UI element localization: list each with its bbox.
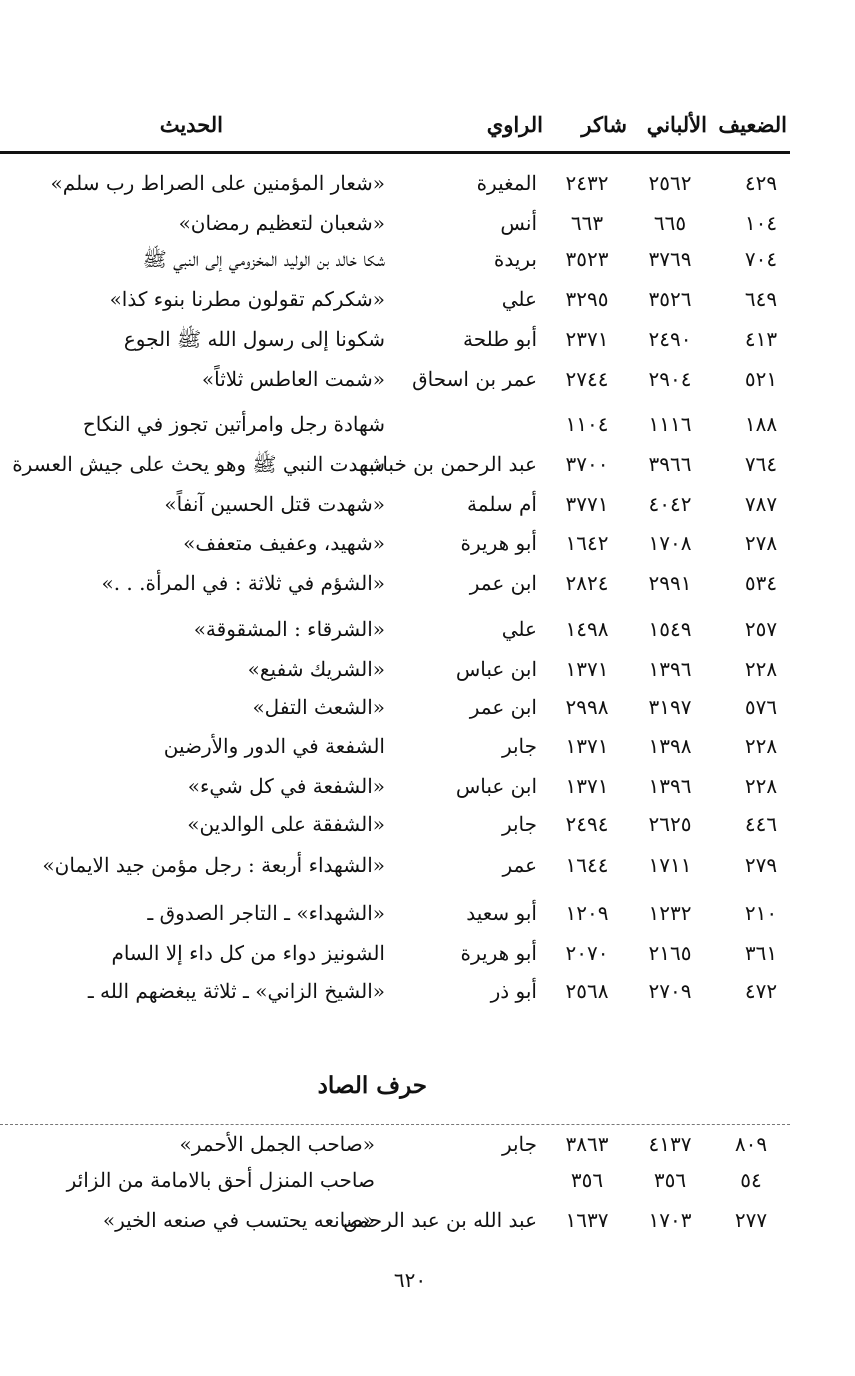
cell-daif: ٤١٣: [744, 327, 778, 351]
cell-rawi: عمر بن اسحاق: [412, 367, 537, 391]
table-row: [0, 730, 855, 762]
cell-rawi: المغيرة: [476, 171, 537, 195]
cell-hadith: «شعبان لتعظيم رمضان»: [178, 211, 385, 235]
cell-hadith: «الشهداء أربعة : رجل مؤمن جيد الايمان»: [42, 853, 385, 877]
cell-shakir: ٢٩٩٨: [565, 695, 609, 719]
cell-hadith: الشفعة في الدور والأرضين: [163, 734, 385, 758]
cell-shakir: ٢٧٤٤: [565, 367, 609, 391]
cell-hadith: «الشرقاء : المشقوقة»: [193, 617, 385, 641]
cell-albani: ٣٩٦٦: [648, 452, 692, 476]
cell-shakir: ٢٠٧٠: [565, 941, 609, 965]
page-number: ٦٢٠: [393, 1268, 427, 1292]
table-row: [0, 408, 855, 440]
header-daif: الضعيف: [718, 112, 787, 137]
cell-albani: ١٣٩٨: [648, 734, 692, 758]
cell-shakir: ١٦٤٤: [565, 853, 609, 877]
cell-hadith: «شكركم تقولون مطرنا بنوء كذا»: [109, 287, 385, 311]
cell-albani: ٣٧٦٩: [648, 247, 692, 271]
cell-rawi: عمر: [502, 853, 537, 877]
header-rule: [0, 151, 790, 154]
table-row: [0, 1164, 855, 1196]
cell-rawi: أبو هريرة: [460, 531, 537, 555]
cell-rawi: علي: [501, 287, 537, 311]
cell-shakir: ٣٥٢٣: [565, 247, 609, 271]
cell-rawi: ابن عمر: [469, 571, 537, 595]
cell-shakir: ١١٠٤: [565, 412, 609, 436]
cell-rawi: جابر: [501, 734, 537, 758]
cell-daif: ٥٢١: [744, 367, 778, 391]
table-row: [0, 488, 855, 520]
cell-hadith: «شهدت قتل الحسين آنفاً»: [164, 492, 385, 516]
cell-albani: ٢٦٢٥: [648, 812, 692, 836]
cell-daif: ٢٢٨: [744, 734, 778, 758]
cell-hadith: «الشيخ الزاني» ـ ثلاثة يبغضهم الله ـ: [87, 979, 385, 1003]
cell-shakir: ٣٢٩٥: [565, 287, 609, 311]
cell-hadith: «الشعث التفل»: [252, 695, 385, 719]
cell-daif: ٧٨٧: [744, 492, 778, 516]
cell-daif: ٧٦٤: [744, 452, 778, 476]
cell-albani: ١٥٤٩: [648, 617, 692, 641]
cell-albani: ١١١٦: [648, 412, 692, 436]
cell-hadith: «شهيد، وعفيف متعفف»: [183, 531, 385, 555]
cell-albani: ٣٥٦: [653, 1168, 687, 1192]
cell-shakir: ١٣٧١: [565, 734, 609, 758]
cell-albani: ٢١٦٥: [648, 941, 692, 965]
cell-shakir: ١٣٧١: [565, 657, 609, 681]
cell-hadith: «صانعه يحتسب في صنعه الخير»: [102, 1208, 375, 1232]
table-row: [0, 653, 855, 685]
cell-rawi: عبد الله بن عبد الرحمن: [343, 1208, 537, 1232]
table-row: [0, 243, 855, 275]
cell-albani: ٢٩٠٤: [648, 367, 692, 391]
cell-albani: ١٣٩٦: [648, 774, 692, 798]
cell-daif: ٤٧٢: [744, 979, 778, 1003]
cell-albani: ٢٥٦٢: [648, 171, 692, 195]
cell-shakir: ١٤٩٨: [565, 617, 609, 641]
section-title: حرف الصاد: [317, 1072, 427, 1099]
cell-daif: ١٠٤: [744, 211, 778, 235]
cell-rawi: أنس: [500, 211, 537, 235]
cell-daif: ٤٢٩: [744, 171, 778, 195]
cell-shakir: ٣٧٧١: [565, 492, 609, 516]
cell-rawi: أم سلمة: [467, 492, 537, 516]
cell-rawi: أبو سعيد: [466, 901, 537, 925]
cell-hadith: «شمت العاطس ثلاثاً»: [201, 367, 385, 391]
table-row: [0, 448, 855, 480]
table-row: [0, 937, 855, 969]
cell-albani: ١٣٩٦: [648, 657, 692, 681]
cell-daif: ٣٦١: [744, 941, 778, 965]
table-row: [0, 363, 855, 395]
cell-albani: ٢٧٠٩: [648, 979, 692, 1003]
table-row: [0, 770, 855, 802]
cell-shakir: ٣٥٦: [570, 1168, 604, 1192]
cell-rawi: بريدة: [493, 247, 537, 271]
cell-albani: ١٧٠٨: [648, 531, 692, 555]
cell-daif: ٢٢٨: [744, 657, 778, 681]
cell-rawi: جابر: [501, 812, 537, 836]
table-row: [0, 1128, 855, 1160]
table-row: [0, 691, 855, 723]
cell-albani: ٦٦٥: [653, 211, 687, 235]
header-hadith: الحديث: [159, 112, 223, 137]
table-row: [0, 975, 855, 1007]
table-row: [0, 808, 855, 840]
table-row: [0, 283, 855, 315]
cell-shakir: ٢٤٩٤: [565, 812, 609, 836]
cell-albani: ١٢٣٢: [648, 901, 692, 925]
table-row: [0, 849, 855, 881]
header-shakir: شاكر: [581, 112, 627, 137]
table-row: [0, 527, 855, 559]
cell-albani: ١٧٠٣: [648, 1208, 692, 1232]
cell-daif: ٢٧٩: [744, 853, 778, 877]
cell-hadith: صاحب المنزل أحق بالامامة من الزائر: [66, 1168, 375, 1192]
cell-daif: ١٨٨: [744, 412, 778, 436]
cell-daif: ٢٥٧: [744, 617, 778, 641]
cell-rawi: عبد الرحمن بن خباب: [363, 452, 537, 476]
cell-daif: ٥٣٤: [744, 571, 778, 595]
cell-daif: ٢١٠: [744, 901, 778, 925]
cell-shakir: ٢٤٣٢: [565, 171, 609, 195]
cell-rawi: أبو هريرة: [460, 941, 537, 965]
cell-albani: ٣٥٢٦: [648, 287, 692, 311]
cell-shakir: ١٢٠٩: [565, 901, 609, 925]
cell-shakir: ٦٦٣: [570, 211, 604, 235]
table-row: [0, 207, 855, 239]
cell-rawi: ابن عباس: [455, 774, 537, 798]
cell-hadith: الشونيز دواء من كل داء إلا السام: [111, 941, 385, 965]
cell-daif: ٦٤٩: [744, 287, 778, 311]
cell-daif: ٧٠٤: [744, 247, 778, 271]
cell-hadith: شهدت النبي ﷺ وهو يحث على جيش العسرة: [12, 452, 385, 476]
table-row: [0, 897, 855, 929]
table-row: [0, 323, 855, 355]
header-albani: الألباني: [646, 112, 707, 137]
header-rawi: الراوي: [486, 112, 543, 137]
cell-hadith: «الشفقة على الوالدين»: [187, 812, 385, 836]
cell-shakir: ١٣٧١: [565, 774, 609, 798]
table-row: [0, 167, 855, 199]
table-row: [0, 1204, 855, 1236]
cell-shakir: ٢٥٦٨: [565, 979, 609, 1003]
cell-albani: ٢٩٩١: [648, 571, 692, 595]
cell-shakir: ٢٣٧١: [565, 327, 609, 351]
cell-rawi: جابر: [501, 1132, 537, 1156]
cell-albani: ٤٠٤٢: [648, 492, 692, 516]
cell-shakir: ١٦٣٧: [565, 1208, 609, 1232]
cell-shakir: ٣٨٦٣: [565, 1132, 609, 1156]
cell-daif: ٢٢٨: [744, 774, 778, 798]
cell-rawi: أبو طلحة: [463, 327, 537, 351]
cell-rawi: ابن عمر: [469, 695, 537, 719]
cell-shakir: ١٦٤٢: [565, 531, 609, 555]
cell-shakir: ٣٧٠٠: [565, 452, 609, 476]
table-row: [0, 613, 855, 645]
cell-hadith: «الشهداء» ـ التاجر الصدوق ـ: [147, 901, 385, 925]
cell-shakir: ٢٨٢٤: [565, 571, 609, 595]
cell-hadith: شهادة رجل وامرأتين تجوز في النكاح: [82, 412, 385, 436]
cell-daif: ٢٧٨: [744, 531, 778, 555]
cell-hadith: شكونا إلى رسول الله ﷺ الجوع: [123, 327, 385, 351]
cell-albani: ٤١٣٧: [648, 1132, 692, 1156]
cell-daif: ٢٧٧: [734, 1208, 768, 1232]
cell-albani: ١٧١١: [648, 853, 692, 877]
cell-hadith: شكا خالد بن الوليد المخزومي إلى النبي ﷺ: [142, 247, 385, 271]
cell-rawi: ابن عباس: [455, 657, 537, 681]
cell-daif: ٨٠٩: [734, 1132, 768, 1156]
cell-daif: ٤٤٦: [744, 812, 778, 836]
cell-albani: ٣١٩٧: [648, 695, 692, 719]
cell-daif: ٥٤: [740, 1168, 762, 1192]
cell-hadith: «الشفعة في كل شيء»: [187, 774, 385, 798]
cell-hadith: «الشؤم في ثلاثة : في المرأة. . .»: [101, 571, 385, 595]
section-rule: [0, 1124, 790, 1125]
cell-daif: ٥٧٦: [744, 695, 778, 719]
table-row: [0, 567, 855, 599]
cell-albani: ٢٤٩٠: [648, 327, 692, 351]
cell-rawi: أبو ذر: [490, 979, 537, 1003]
cell-hadith: «شعار المؤمنين على الصراط رب سلم»: [50, 171, 385, 195]
cell-rawi: علي: [501, 617, 537, 641]
cell-hadith: «صاحب الجمل الأحمر»: [179, 1132, 375, 1156]
cell-hadith: «الشريك شفيع»: [247, 657, 385, 681]
